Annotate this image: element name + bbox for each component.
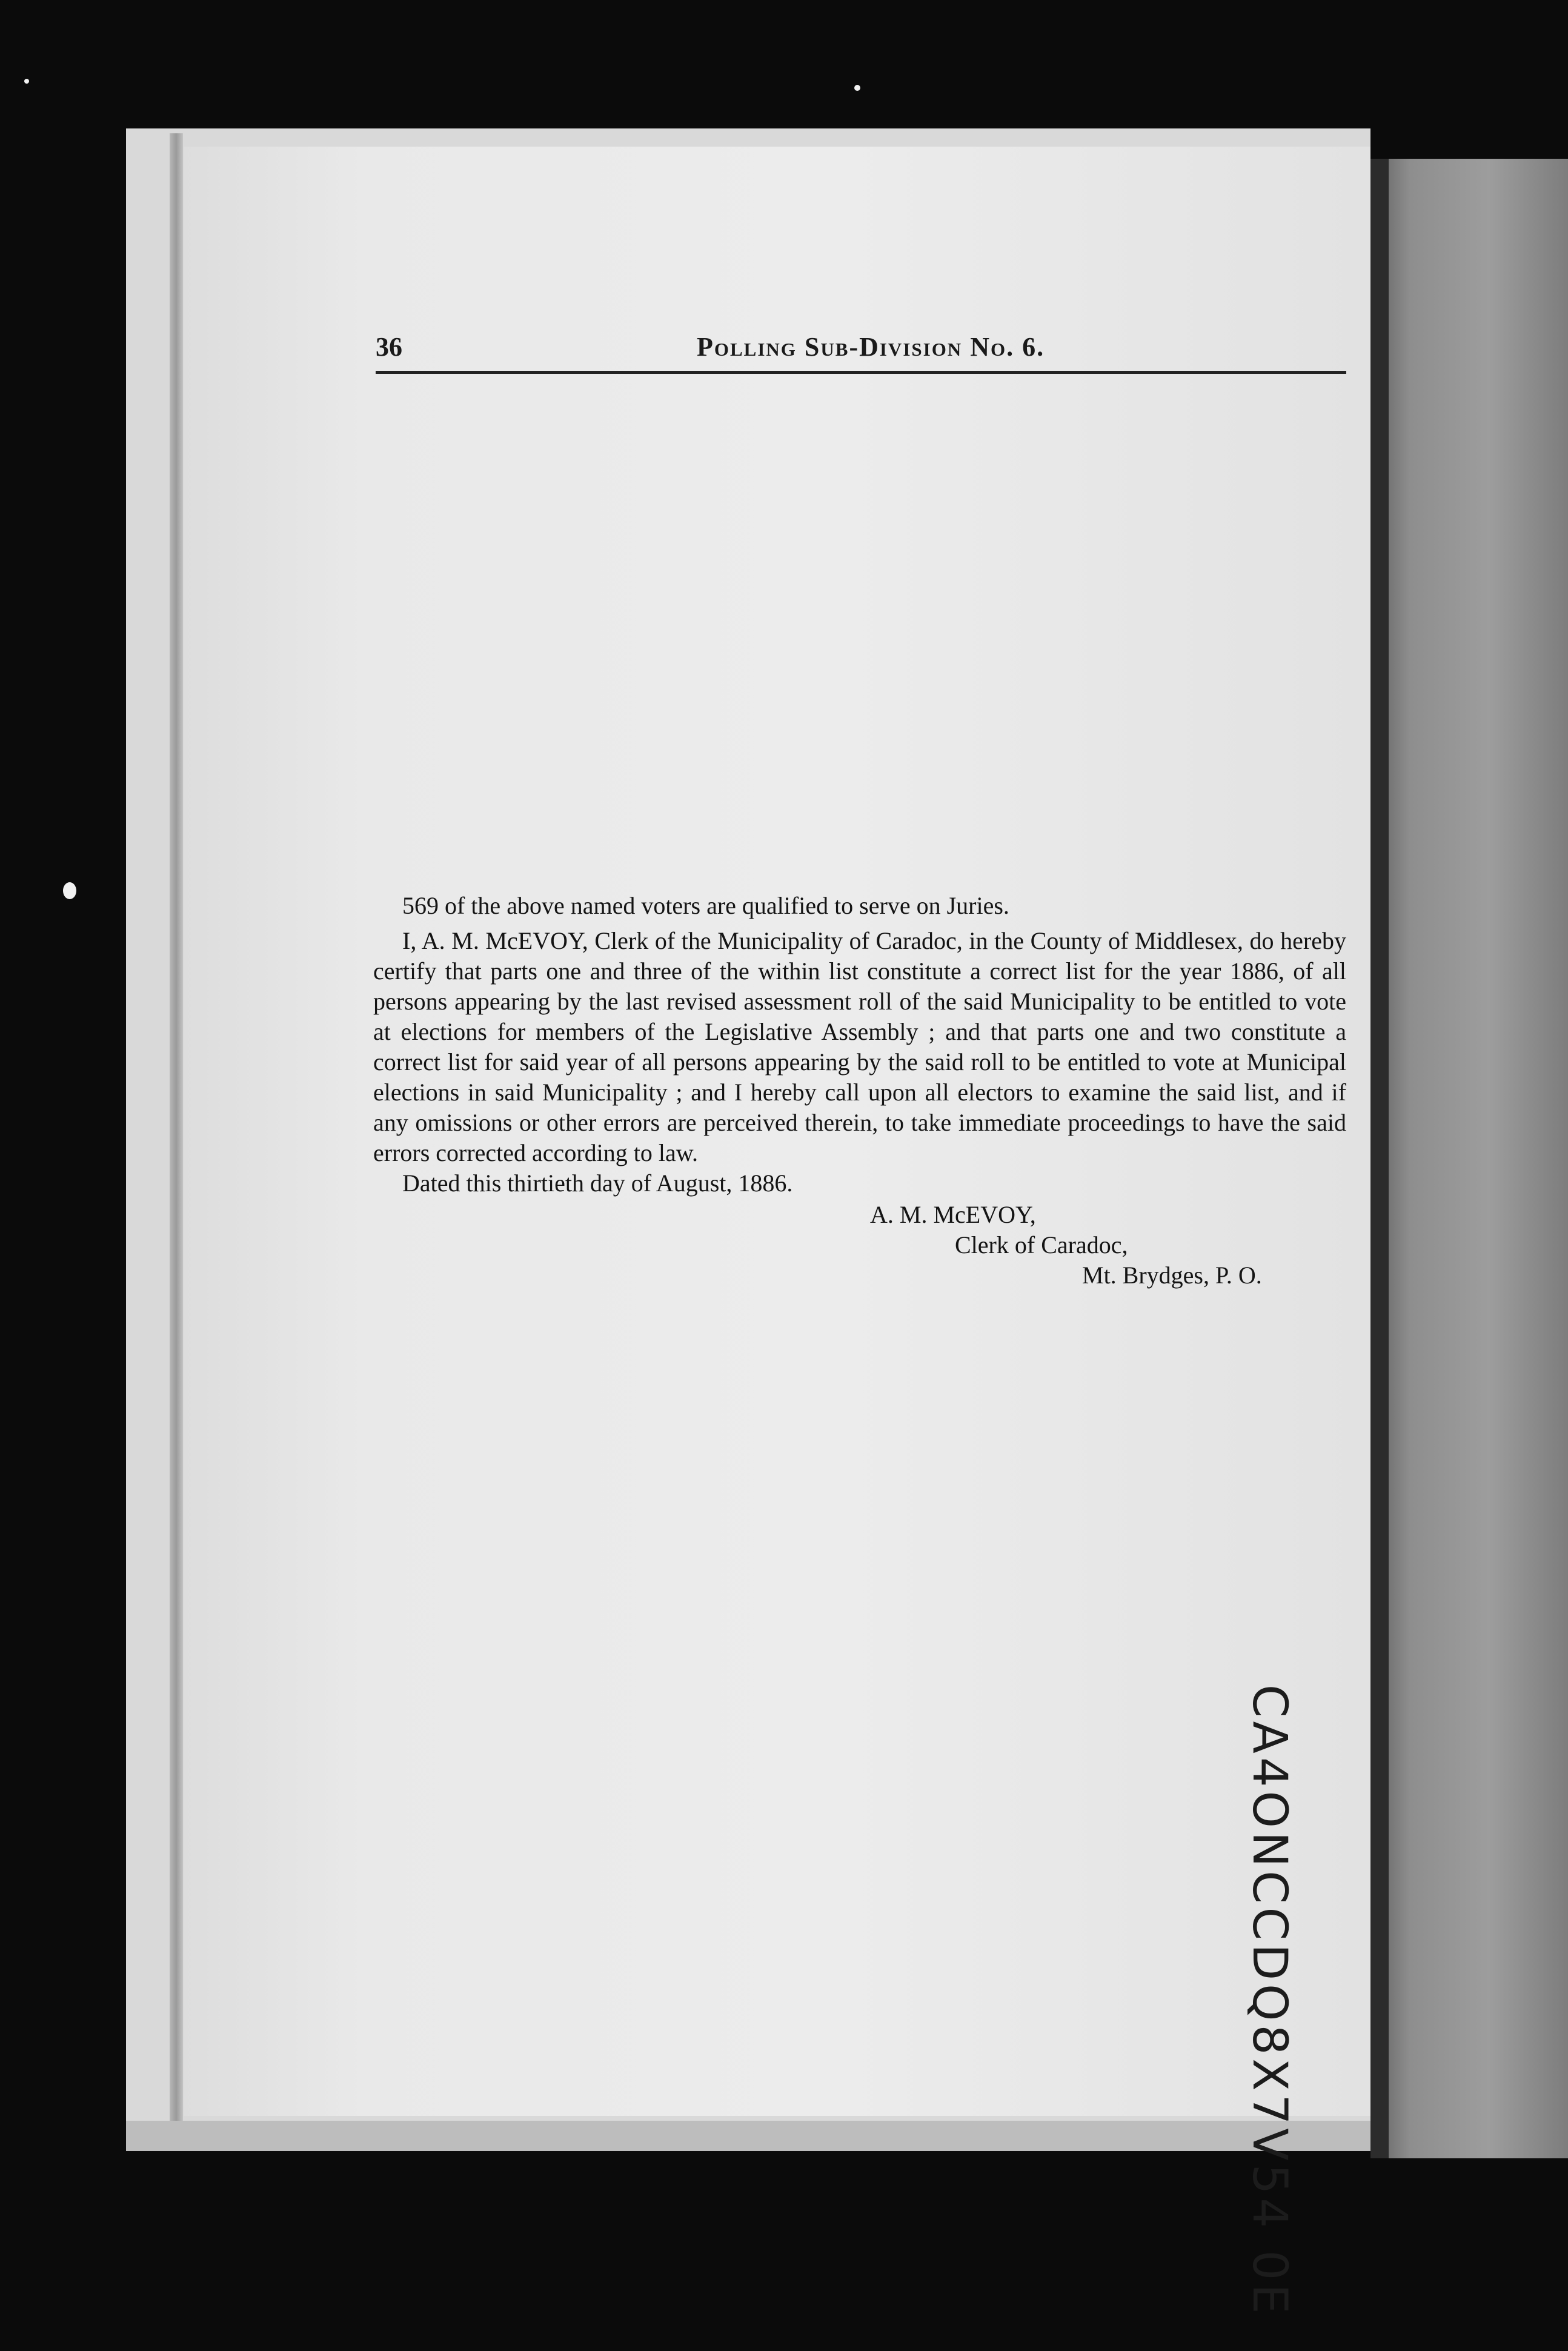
page-gutter-shadow [1370, 159, 1389, 2158]
film-speck [63, 882, 76, 899]
handwritten-margin-note: CA4ONCCDQ8X7V54 0E [1242, 1684, 1297, 2318]
dated-line: Dated this thirtieth day of August, 1886. [402, 1169, 793, 1197]
signature-name: A. M. McEVOY, [870, 1201, 1036, 1228]
page-fold-line [170, 133, 183, 2127]
header-rule [376, 371, 1346, 374]
certificate-text [373, 891, 1346, 1291]
running-title: Polling Sub-Division No. 6. [697, 332, 1045, 362]
jury-statement: 569 of the above named voters are qualified to serve on Juries. [402, 892, 1009, 919]
adjacent-page-edge [1370, 159, 1568, 2158]
page-header [376, 331, 1345, 368]
signature-address: Mt. Brydges, P. O. [1082, 1262, 1262, 1289]
page-number: 36 [376, 332, 402, 362]
film-speck [24, 79, 29, 84]
film-speck [854, 85, 860, 91]
signature-title: Clerk of Caradoc, [955, 1231, 1128, 1259]
page-bottom-edge [126, 2121, 1370, 2151]
clerk-certification: I, A. M. McEVOY, Clerk of the Municipality of Caradoc, in the County of Middlesex, do hereby certify that parts one and three of the within list constitute a correct list for the year 1886, of all persons appearing by the last revised assessment roll of the said Municipality to be entitled to vote at elections for members of the Legislative Assembly ; and that parts one and two constitute a correct list for said year of all persons appearing by the said roll to be entitled to vote at Municipal elections in said Municipality ; and I hereby call upon all electors to examine the said list, and if any omissions or other errors are perceived therein, to take immediate proceedings to have the said errors corrected according to law. [373, 927, 1346, 1166]
